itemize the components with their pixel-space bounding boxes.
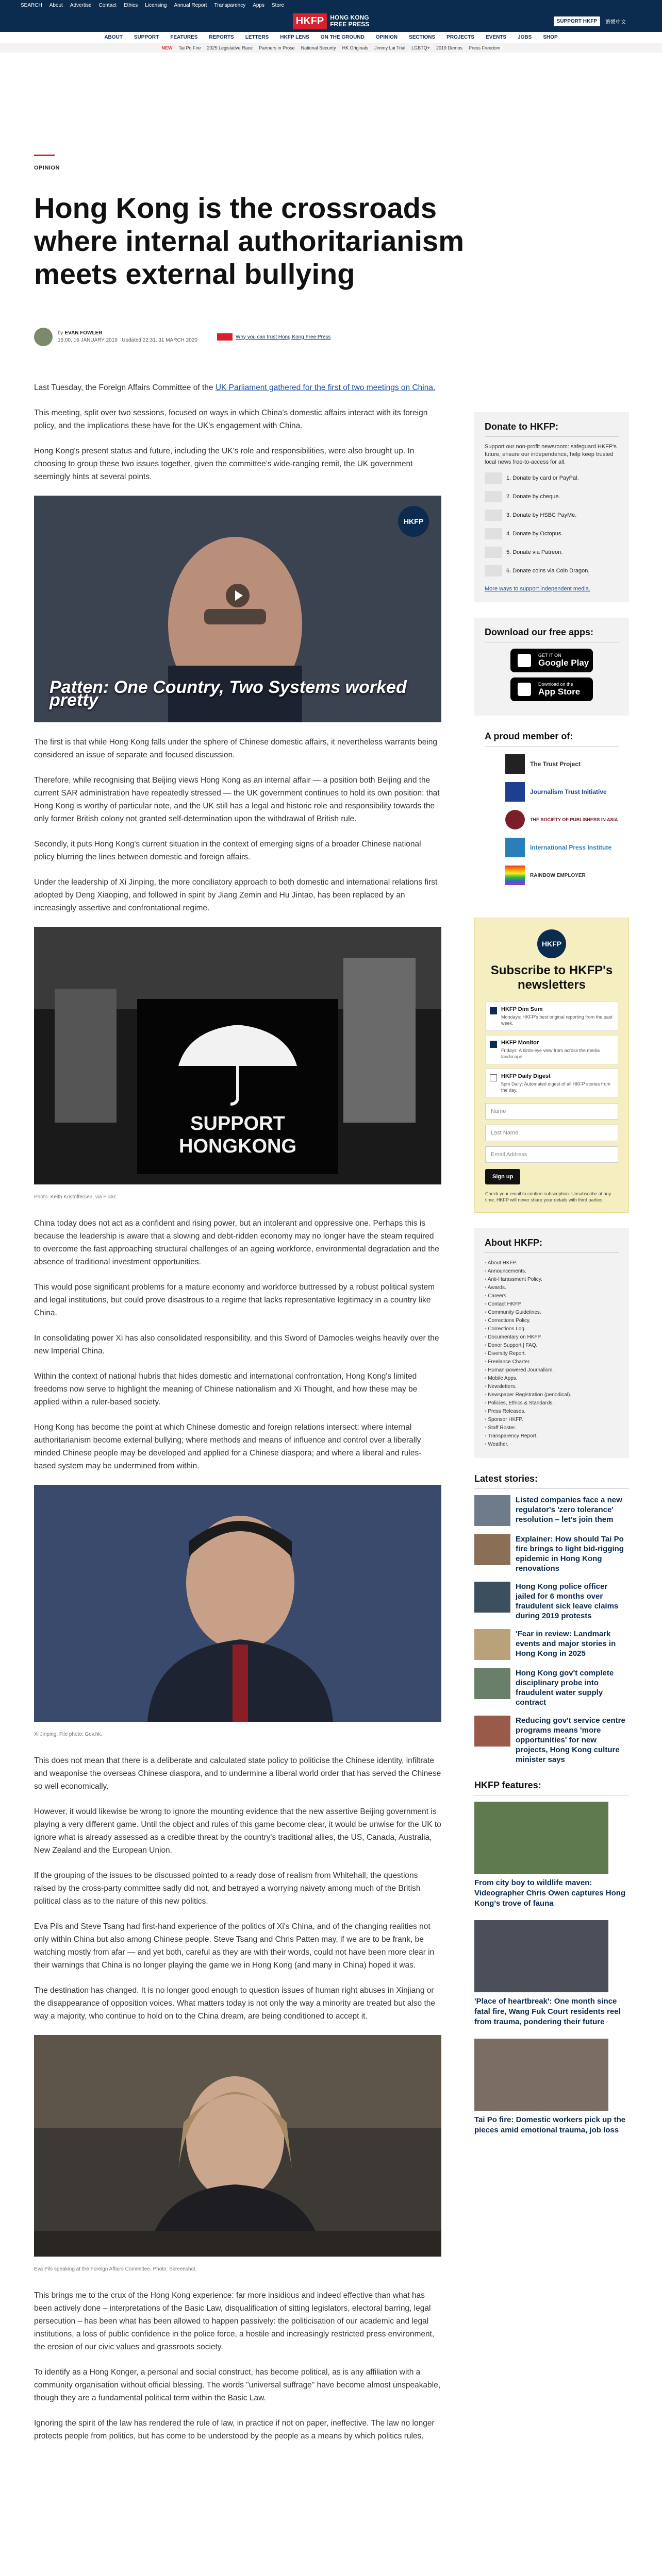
author-avatar[interactable] [34,328,53,346]
apple-icon [518,683,531,696]
video-embed[interactable] [34,496,441,722]
donate-intro: Support our non-profit newsroom: safeguard HKFP's future, ensure our independence, help keep trusted local news free-to-access for all. [485,444,617,465]
nav-features[interactable]: FEATURES [170,35,198,40]
article-body [34,381,441,2455]
published-date: 15:00, 16 JANUARY 2019 [58,337,118,343]
member-title: A proud member of: [485,731,619,747]
story-thumbnail [474,1534,510,1565]
octopus-icon [485,528,502,539]
play-icon[interactable] [226,584,250,607]
latest-stories [474,1473,629,1765]
video-channel-logo: HKFP [398,506,429,537]
annual-report-link[interactable]: Annual Report [174,2,207,8]
paragraph: Under the leadership of Xi Jinping, the more conciliatory approach to both domestic and international relations first adopted by Deng Xiaoping, and followed in spirit by Jiang Zemin and Hu Jintao, has been replaced by an increasingly assertive and confrontational regime. [34,878,438,912]
sign-text-line1: SUPPORT [190,1113,285,1134]
article-title: Hong Kong is the crossroads where internal authoritarianism meets external bullying [34,192,464,290]
google-play-icon [518,654,531,667]
sidebar [474,412,629,2147]
about-link[interactable]: ▪ Contact HKFP. [485,1300,619,1309]
nav-opinion[interactable]: OPINION [375,35,398,40]
trending-item[interactable]: National Security [301,45,336,50]
section-label[interactable]: OPINION [34,165,60,171]
video-caption: Patten: One Country, Two Systems worked pretty [49,677,407,710]
story-thumbnail [474,1668,510,1699]
feature-item[interactable]: From city boy to wildlife maven: Videographer Chris Owen captures Hong Kong's trove of fauna [474,1802,629,1909]
about-link[interactable]: ▪ Careers. [485,1292,619,1300]
site-logo[interactable] [293,13,369,29]
sopa-logo [505,810,525,829]
about-link[interactable]: ▪ Sponsor HKFP. [485,1416,619,1424]
parliament-link[interactable]: UK Parliament gathered for the first of two meetings on China. [215,383,436,392]
about-link[interactable]: ▪ Diversity Report. [485,1350,619,1358]
nav-about[interactable]: ABOUT [104,35,123,40]
about-link[interactable]: ▪ Weather. [485,1440,619,1449]
about-list [485,1259,619,1449]
rainbow-employer-logo [505,866,525,885]
story-item[interactable]: 'Fear in review: Landmark events and major stories in Hong Kong in 2025 [474,1629,629,1660]
member-box [474,731,629,902]
newsletter-note: Check your email to confirm subscription. Unsubscribe at any time. HKFP will never share your details with third parties. [485,1191,611,1202]
feature-image [474,1802,608,1874]
newsletter-logo: HKFP [537,929,566,958]
about-link[interactable]: ▪ Human-powered Journalism. [485,1366,619,1375]
paragraph: Hong Kong has become the point at which Chinese domestic and foreign relations intersect: where internal authoritarianism become external bullying; where methods and means of influence and control over a liberally minded Chinese people may be developed and applied for a Chinese diaspora; and where a liberal and rules-based system may be undermined from within. [34,1423,422,1470]
paragraph: This does not mean that there is a deliberate and calculated state policy to politicise the Chinese identity, infiltrate and weaponise the overseas Chinese diaspora, and to undermine a liberal world order that has served the Chinese so well economically. [34,1756,441,1791]
updated-date: Updated 22:31, 31 MARCH 2020 [122,337,197,343]
about-link[interactable]: ▪ Mobile Apps. [485,1375,619,1383]
trending-bar [0,43,662,53]
member-org[interactable]: The Trust Project [505,754,619,774]
member-org[interactable]: International Press Institute [505,837,619,858]
paragraph: Secondly, it puts Hong Kong's current situation in the context of emerging signs of a broader Chinese national policy blurring the lines between domestic and foreign affairs. [34,840,421,861]
paragraph: Eva Pils and Steve Tsang had first-hand experience of the politics of Xi's China, and of the changing realities not only within China but also among Chinese people. Steve Tsang and Chris Patten may, if we are to be frank, be watching mostly from afar — and yet both, careful as they are with their words, could not have been more clear in their warnings that China is no longer playing the game we in Hong Kong (and many in China) hoped it was. [34,1922,435,1970]
eva-pils-photo [34,2035,441,2257]
apps-link[interactable]: Apps [253,2,264,8]
photo-caption: Xi Jinping. File photo: Gov.hk. [34,1732,103,1737]
paragraph: If the grouping of the issues to be discussed pointed to a ready dose of realism from Whitehall, the questions raised by the cross-party committee sadly did not, and betrayed a worrying naivety among much of the British political class as to the nature of this new politics. [34,1871,421,1906]
paragraph: The first is that while Hong Kong falls under the sphere of Chinese domestic affairs, it nevertheless warrants being considered an issue of separate and focused discussion. [34,738,438,759]
nav-hkfp-lens[interactable]: HKFP LENS [280,35,309,40]
newsletter-title: Subscribe to HKFP's newsletters [490,963,613,992]
sign-text-line2: HONGKONG [179,1136,296,1157]
hkfp-features [474,1780,629,2136]
jti-logo [505,782,525,802]
about-link[interactable]: ▪ Donor Support | FAQ. [485,1342,619,1350]
contact-link[interactable]: Contact [98,2,117,8]
checkbox-checked-icon[interactable] [490,1007,497,1014]
checkbox-icon[interactable] [490,1074,497,1081]
xi-jinping-photo [34,1485,441,1722]
support-button[interactable]: SUPPORT HKFP [554,16,600,26]
advertise-link[interactable]: Advertise [70,2,92,8]
paragraph: Within the context of national hubris that hides domestic and international confrontation, Hong Kong's limited freedoms now serve to highlight the meaning of Chinese nationalism and Xi Thought, and how these may be applied within a ruler-based society. [34,1372,418,1406]
last-name-field[interactable]: Last Name [485,1125,618,1141]
coin-dragon-icon [485,565,502,577]
story-item[interactable]: Reducing gov't service centre programs means 'more opportunities' for new projects, Hong Kong culture minister says [474,1716,629,1765]
more-ways-link[interactable]: More ways to support independent media. [485,586,590,592]
feature-item[interactable]: Tai Po fire: Domestic workers pick up the pieces amid emotional trauma, job loss [474,2039,629,2136]
nav-support[interactable]: SUPPORT [134,35,159,40]
trending-item[interactable]: Jimmy Lai Trial [374,45,406,50]
paragraph: Therefore, while recognising that Beijing views Hong Kong as an internal affair — a position both Beijing and the current SAR administration have repeatedly stressed — the UK government continues to hold its own position: that Hong Kong is worthy of particular note, and the UK still has a legal and historic role and responsibility towards the only former British colony not granted self-determination upon the withdrawal of British rule. [34,776,440,823]
about-link[interactable]: ▪ Documentary on HKFP. [485,1333,619,1342]
paragraph: Hong Kong's present status and future, including the UK's role and responsibilities, were also brought up. In choosing to group these two issues together, given the committee's wide-ranging remit, the UK government seemingly hints at several points. [34,447,415,481]
story-item[interactable]: Hong Kong gov't complete disciplinary probe into fraudulent water supply contract [474,1668,629,1707]
latest-title: Latest stories: [474,1473,629,1489]
donate-option[interactable]: 4. Donate by Octopus. [485,528,619,539]
newsletter-option[interactable]: HKFP Monitor Fridays: A birds-eye view from across the media landscape. [485,1035,618,1064]
donate-box [474,412,629,602]
trending-item[interactable]: 2025 Legislative Race [207,45,253,50]
trending-item[interactable]: Partners in Prose [259,45,295,50]
nav-letters[interactable]: LETTERS [245,35,269,40]
about-link[interactable]: ▪ Freelance Charter. [485,1358,619,1366]
ethics-link[interactable]: Ethics [123,2,138,8]
nav-shop[interactable]: SHOP [543,35,558,40]
main-nav [0,32,662,43]
store-link[interactable]: Store [272,2,284,8]
nav-on-the-ground[interactable]: ON THE GROUND [320,35,365,40]
about-link[interactable]: ▪ Announcements. [485,1267,619,1276]
trending-item[interactable]: HK Originals [342,45,369,50]
signup-button[interactable]: Sign up [485,1169,520,1184]
brand-header [0,10,662,32]
payme-icon [485,510,502,521]
about-link[interactable]: ▪ Corrections Log. [485,1325,619,1333]
about-link[interactable]: ▪ Staff Roster. [485,1424,619,1432]
logo-mark: HKFP [293,13,327,29]
about-link[interactable]: ▪ Press Releases. [485,1408,619,1416]
trending-item[interactable]: Press Freedom [468,45,501,50]
trust-link-label: Why you can trust Hong Kong Free Press [235,334,331,340]
story-thumbnail [474,1716,510,1747]
paragraph: In consolidating power Xi has also consolidated responsibility, and this Sword of Damocles weighs heavily over the new Imperial China. [34,1334,439,1355]
story-thumbnail [474,1582,510,1613]
hkfp-badge-icon [217,333,233,341]
patreon-icon [485,547,502,558]
paragraph: This meeting, split over two sessions, focused on ways in which China's domestic affairs interact with its foreign policy, and the implications these have for the UK's engagement with China. [34,409,428,430]
about-title: About HKFP: [485,1238,619,1253]
newsletter-option[interactable]: HKFP Daily Digest 5pm Daily: Automated digest of all HKFP stories from the day. [485,1069,618,1098]
nav-events[interactable]: EVENTS [486,35,507,40]
donate-option[interactable]: 1. Donate by card or PayPal. [485,472,619,484]
about-link[interactable]: ▪ Policies, Ethics & Standards. [485,1399,619,1408]
paragraph: To identify as a Hong Konger, a personal and social construct, has become political, as is any affiliation with a community organisation without official blessing. The words "universal suffrage" have become almost unspeakable, though they are a fundamental political term within the Basic Law. [34,2368,441,2402]
apps-title: Download our free apps: [485,627,619,642]
about-link[interactable]: ▪ About HKFP. [485,1259,619,1267]
member-org[interactable]: RAINBOW EMPLOYER [505,865,619,886]
paragraph: This would pose significant problems for a mature economy and workforce buttressed by a robust political system and legal institutions, but could prove disastrous to a regime that lacks representative legitimacy in a country like China. [34,1283,435,1317]
story-item[interactable]: Hong Kong police officer jailed for 6 months over fraudulent sick leave claims during 2019 protests [474,1582,629,1621]
about-link[interactable]: ▪ Community Guidelines. [485,1309,619,1317]
trending-item[interactable]: 2019 Demos [436,45,462,50]
paragraph: Ignoring the spirit of the law has rendered the rule of law, in practice if not on paper, ineffective. The law no longer protects people from politics, but has come to be understood by the people as a means by which politics rules. [34,2419,435,2441]
by-label: by [58,330,63,336]
about-link[interactable]: ▪ Newspaper Registration (periodical). [485,1391,619,1399]
feature-image [474,2039,608,2111]
donate-title: Donate to HKFP: [485,421,619,437]
about-link[interactable]: ▪ Newsletters. [485,1383,619,1391]
byline [34,328,330,346]
about-link[interactable]: About [49,2,63,8]
paragraph: However, it would likewise be wrong to ignore the mounting evidence that the new assertive Beijing government is playing a very different game. Until the object and rules of this game become clear, it would be unwise for the UK to ignore what is already assessed as a credible threat by the country's traditional allies, the US, Canada, Australia, New Zealand and the European Union. [34,1807,441,1855]
paragraph: Last Tuesday, the Foreign Affairs Committee of the UK Parliament gathered for the first of two meetings on China. [34,383,436,392]
trust-project-logo [505,754,525,774]
author-name[interactable]: EVAN FOWLER [64,330,103,336]
features-title: HKFP features: [474,1780,629,1795]
paragraph: This brings me to the crux of the Hong Kong experience: far more insidious and indeed effective than what has been actively done – interpretations of the Basic Law, disqualification of sitting legislators, electoral barring, legal persecution – has been what has been allowed to happen passively: the politicisation of our academic and legal institutions, a loss of public confidence in the police force, a hostile and increasingly restricted press environment, the erosion of our civic values and grassroots society. [34,2291,435,2351]
nav-reports[interactable]: REPORTS [209,35,234,40]
story-item[interactable]: Listed companies face a new regulator's 'zero tolerance' resolution – let's join them [474,1495,629,1526]
nav-jobs[interactable]: JOBS [518,35,532,40]
paragraph: The destination has changed. It is no longer good enough to question issues of human right abuses in Xinjiang or the disappearance of opposition voices. What matters today is not only the way a minority are treated but also the way a majority, who continue to hold on to the China dream, are being conditioned to accept it. [34,1986,436,2021]
donate-option[interactable]: 5. Donate via Patreon. [485,547,619,558]
donate-option[interactable]: 2. Donate by cheque. [485,491,619,502]
name-field[interactable]: Name [485,1103,618,1120]
donate-option[interactable]: 6. Donate coins via Coin Dragon. [485,565,619,577]
about-link[interactable]: ▪ Transparency Report. [485,1432,619,1440]
search-link[interactable]: SEARCH [21,2,42,8]
about-link[interactable]: ▪ Corrections Policy. [485,1317,619,1325]
ipi-logo [505,838,525,857]
cheque-icon [485,491,502,502]
support-hongkong-photo [34,927,441,1184]
app-store-button[interactable]: Download on the App Store [510,677,593,701]
newsletter-option[interactable]: HKFP Dim Sum Mondays: HKFP's best original reporting from the past week. [485,1002,618,1031]
card-icon [485,472,502,484]
feature-image [474,1920,608,1992]
logo-name-line1: HONG KONG [330,14,369,21]
newsletter-box [474,918,629,1213]
about-link[interactable]: ▪ Awards. [485,1284,619,1292]
story-thumbnail [474,1629,510,1660]
google-play-button[interactable]: GET IT ON Google Play [510,649,593,672]
trending-item[interactable]: LGBTQ+ [411,45,430,50]
about-link[interactable]: ▪ Anti-Harassment Policy. [485,1276,619,1284]
nav-projects[interactable]: PROJECTS [446,35,475,40]
member-org[interactable]: Journalism Trust Initiative [505,782,619,802]
portrait-image [34,1485,441,1722]
logo-name-line2: FREE PRESS [330,21,370,28]
trending-new-label: NEW [161,45,173,50]
member-org[interactable]: THE SOCIETY OF PUBLISHERS IN ASIA [505,809,619,830]
photo-caption: Photo: Keith Kristoffersen, via Flickr. [34,1194,117,1200]
photo-caption: Eva Pils speaking at the Foreign Affairs Committee. Photo: Screenshot. [34,2266,197,2272]
feature-item[interactable]: 'Place of heartbreak': One month since fatal fire, Wang Fuk Court residents reel from trauma, pondering their future [474,1920,629,2027]
licensing-link[interactable]: Licensing [145,2,167,8]
transparency-link[interactable]: Transparency [214,2,246,8]
language-switch[interactable]: 繁體中文 [605,20,626,25]
checkbox-checked-icon[interactable] [490,1041,497,1048]
email-field[interactable]: Email Address [485,1146,618,1163]
nav-sections[interactable]: SECTIONS [409,35,436,40]
story-thumbnail [474,1495,510,1526]
paragraph: China today does not act as a confident and rising power, but an intolerant and oppressive one. Perhaps this is because the leadership is aware that a slowing and debt-ridden economy may no longer have the steam required to overcome the fast approaching structural challenges of an ageing workforce, environmental degradation and the absence of traditional investment opportunities. [34,1219,439,1266]
apps-box [474,618,629,716]
committee-screenshot-image [34,2035,441,2257]
story-item[interactable]: Explainer: How should Tai Po fire brings to light bid-rigging epidemic in Hong Kong renovations [474,1534,629,1573]
trust-link[interactable] [217,333,331,341]
section-rule [34,155,55,156]
utility-bar [0,0,662,10]
trending-item[interactable]: Tai Po Fire [178,45,201,50]
about-box [474,1228,629,1458]
donate-option[interactable]: 3. Donate by HSBC PayMe. [485,510,619,521]
